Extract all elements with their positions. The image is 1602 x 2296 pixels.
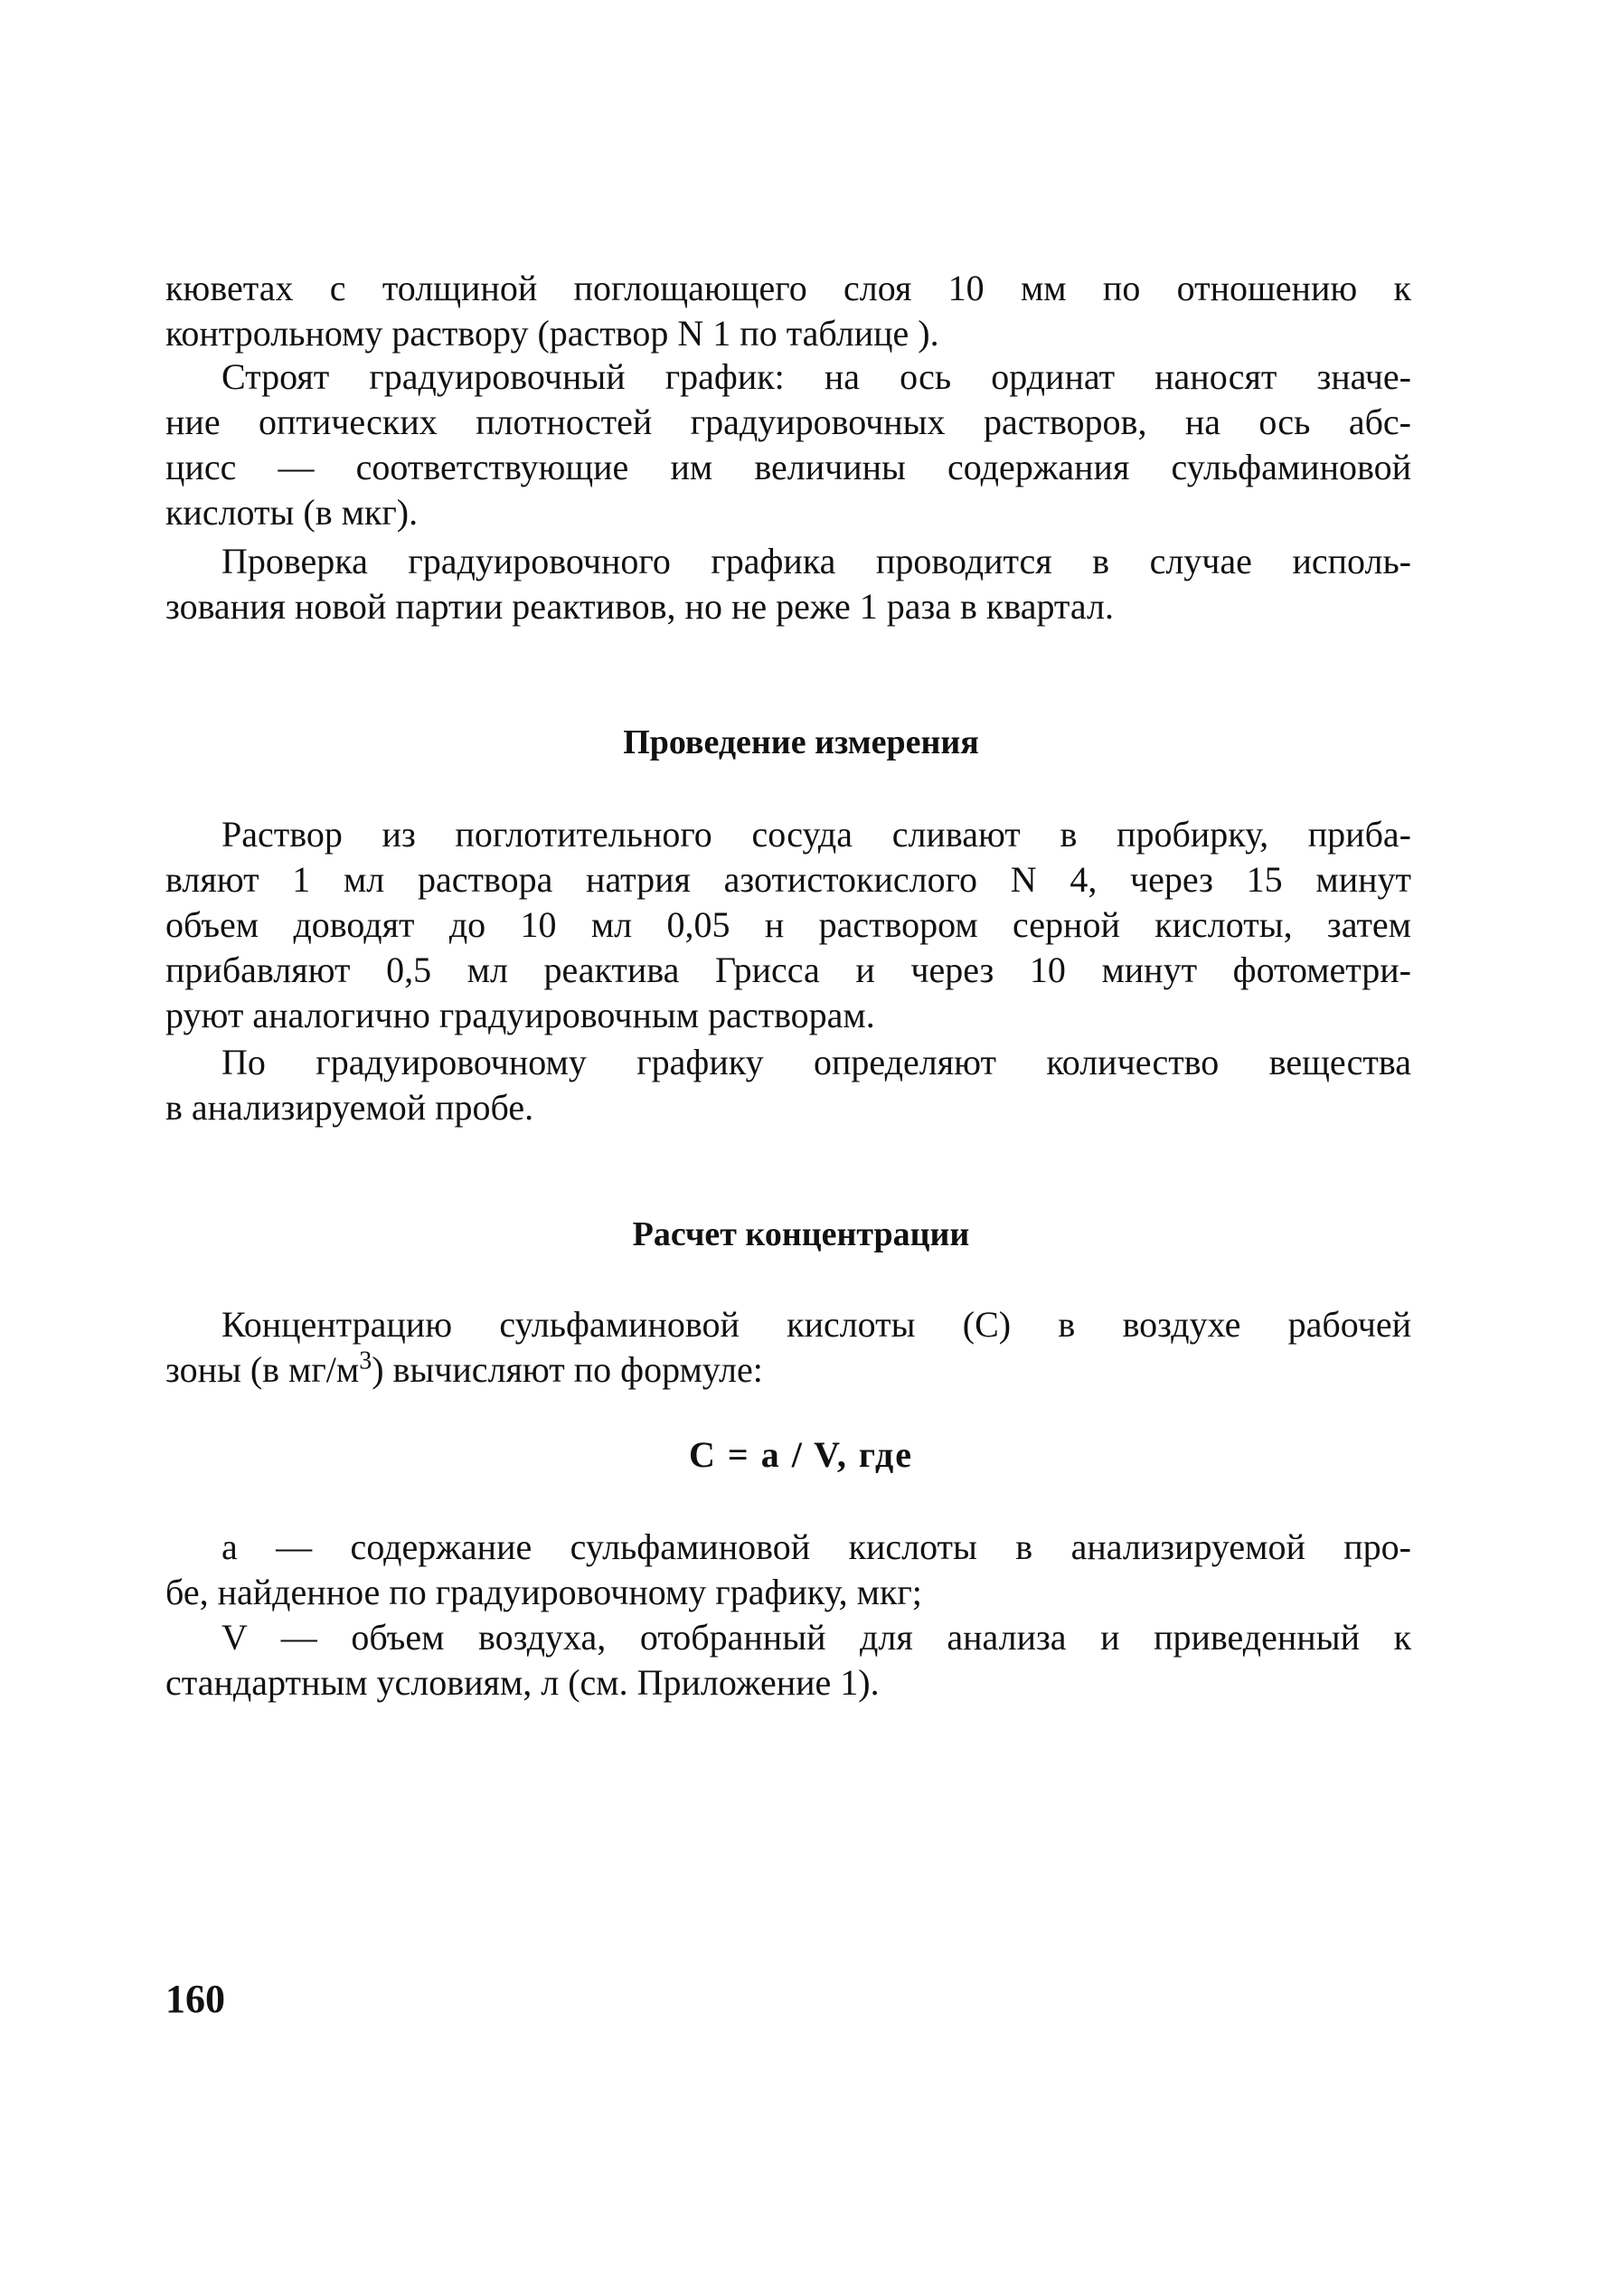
definition-a xyxy=(165,1525,1411,1615)
text-line: вляют 1 мл раствора натрия азотистокислого N 4, через 15 минут xyxy=(165,859,1411,900)
text-line: Концентрацию сульфаминовой кислоты (С) в воздухе рабочей xyxy=(221,1304,1411,1345)
text-line: Проверка градуировочного графика проводится в случае исполь- xyxy=(221,541,1411,581)
text-line: прибавляют 0,5 мл реактива Грисса и через 10 минут фотометри- xyxy=(165,950,1411,990)
text-line: в анализируемой пробе. xyxy=(165,1087,534,1128)
text-line: кюветах с толщиной поглощающего слоя 10 мм по отношению к xyxy=(165,268,1411,308)
measurement-paragraph-1 xyxy=(165,812,1411,1038)
graph-paragraph xyxy=(165,354,1411,535)
text-line: бе, найденное по градуировочному графику, мкг; xyxy=(165,1572,922,1612)
text-line: ние оптических плотностей градуировочных растворов, на ось абс- xyxy=(165,402,1411,442)
calculation-intro-paragraph xyxy=(165,1302,1411,1393)
section-heading-measurement: Проведение измерения xyxy=(623,723,979,761)
intro-line2-start: зоны (в мг/м xyxy=(165,1349,360,1390)
measurement-paragraph-2 xyxy=(165,1040,1411,1130)
text-line: руют аналогично градуировочным растворам. xyxy=(165,995,875,1035)
definition-v xyxy=(165,1615,1411,1705)
text-line: объем доводят до 10 мл 0,05 н раствором серной кислоты, затем xyxy=(165,904,1411,945)
text-line: цисс — соответствующие им величины содержания сульфаминовой xyxy=(165,447,1411,487)
text-line: V — объем воздуха, отобранный для анализа и приведенный к xyxy=(221,1617,1411,1658)
page-number: 160 xyxy=(165,1977,225,2021)
superscript-exponent: 3 xyxy=(359,1346,372,1375)
text-line: стандартным условиям, л (см. Приложение 1). xyxy=(165,1662,880,1703)
intro-line2-end: ) вычисляют по формуле: xyxy=(372,1349,763,1390)
text-line: контрольному раствору (раствор N 1 по таблице ). xyxy=(165,313,939,354)
text-line: кислоты (в мкг). xyxy=(165,492,419,533)
text-line: Раствор из поглотительного сосуда сливают в пробирку, приба- xyxy=(221,814,1411,855)
text-line: зования новой партии реактивов, но не реже 1 раза в квартал. xyxy=(165,586,1114,627)
check-paragraph xyxy=(165,539,1411,629)
continuation-paragraph xyxy=(165,266,1411,356)
concentration-formula: С = a / V, где xyxy=(689,1434,913,1475)
text-line xyxy=(165,1347,1411,1393)
text-line: Строят градуировочный график: на ось ординат наносят значе- xyxy=(221,356,1411,397)
text-line: По градуировочному графику определяют количество вещества xyxy=(221,1042,1411,1082)
section-heading-calculation: Расчет концентрации xyxy=(632,1215,970,1253)
text-line: a — содержание сульфаминовой кислоты в анализируемой про- xyxy=(221,1526,1411,1567)
